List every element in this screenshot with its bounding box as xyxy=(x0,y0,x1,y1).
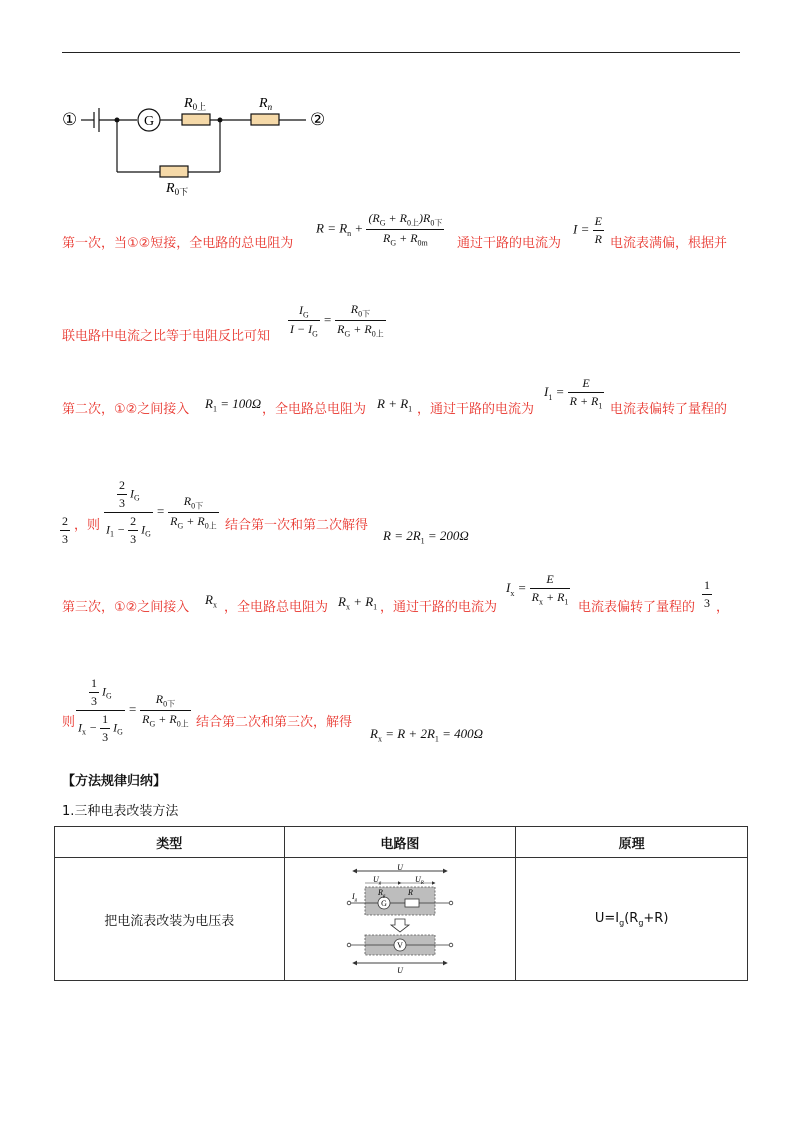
meter-conversion-table xyxy=(54,826,748,981)
diagram-meter-g: G xyxy=(381,899,387,908)
para4-text-b: 结合第一次和第二次解得 xyxy=(225,518,369,533)
para1-text-a: 第一次，当①②短接，全电路的总电阻为 xyxy=(62,236,294,251)
para2-ratio-eq: $\frac{I_G}{I - I_G}$ = $\frac{R_{0下}}{R_G + R_{0上}}$ xyxy=(290,302,384,339)
table-header-type: 类型 xyxy=(55,827,285,858)
para4-two-thirds: $\frac{2}{3}$ xyxy=(62,514,68,546)
node1-label: ① xyxy=(62,110,78,130)
para3-text-d: 电流表偏转了量程的 xyxy=(610,402,728,417)
para1-text-c: 电流表满偏，根据并 xyxy=(610,236,728,251)
resistor-rn xyxy=(251,114,279,125)
para5-text-b: ，全电路总电阻为 xyxy=(224,600,329,615)
para1-text-b: 通过干路的电流为 xyxy=(457,236,562,251)
para5-text-e: ， xyxy=(716,600,730,615)
table-row xyxy=(55,858,748,981)
diagram-u-bottom: U xyxy=(397,966,403,975)
para3-sum-eq: $R + R_1$ xyxy=(377,396,413,414)
para5-sum-eq: $R_x + R_1$ xyxy=(338,594,378,612)
table-header-row xyxy=(55,827,748,858)
circuit-diagram xyxy=(58,92,348,202)
para3-text-c: ，通过干路的电流为 xyxy=(417,402,535,417)
node2-label: ② xyxy=(310,110,326,130)
r0-bottom-label: $R_{0下}$ xyxy=(166,181,189,197)
para5-text-d: 电流表偏转了量程的 xyxy=(578,600,696,615)
table-header-principle: 原理 xyxy=(516,827,748,858)
diagram-ig: $I_g$ xyxy=(351,892,358,903)
para4-result-eq: $R = 2R_1 = 200\Omega$ xyxy=(383,528,469,546)
r0-top-label: $R_{0上}$ xyxy=(184,96,207,112)
diagram-u-top: U xyxy=(397,863,403,872)
para5-current-eq: $I_x$ = $\frac{E}{R_x + R_1}$ xyxy=(506,572,569,607)
resistor-r0-bottom xyxy=(160,166,188,177)
diagram-r: R xyxy=(407,888,413,897)
section-heading: 【方法规律归纳】 xyxy=(62,774,167,789)
para2-text: 联电路中电流之比等于电阻反比可知 xyxy=(62,329,271,344)
diagram-ur: $U_R$ xyxy=(414,875,424,886)
para4-ratio-eq: $\frac{2}{3}$ $I_G$ $I_1$ − $\frac{2}{3}$ $I_G$ = $\frac{R_{0下}}{R_G + R_{0上}}$ xyxy=(106,478,217,546)
resistor-r0-top xyxy=(182,114,210,125)
table-header-diagram: 电路图 xyxy=(284,827,516,858)
header-rule xyxy=(62,52,740,53)
table-cell-diagram xyxy=(284,858,516,981)
table-cell-type: 把电流表改装为电压表 xyxy=(55,858,285,981)
para5-one-third: $\frac{1}{3}$ xyxy=(704,578,710,610)
down-arrow-icon xyxy=(391,919,409,932)
table-cell-principle: $U=I_g(R_g+R)$ xyxy=(516,858,748,981)
para3-text-b: ，全电路总电阻为 xyxy=(262,402,367,417)
para3-text-a: 第二次，①②之间接入 xyxy=(62,402,190,417)
para3-r1-eq: $R_1 = 100\Omega$ xyxy=(205,396,262,414)
rn-label: $R_n$ xyxy=(259,96,273,112)
para4-text-a: ，则 xyxy=(74,518,101,533)
para1-total-resistance-eq: $R = R_n$ + $\frac{(R_G + R_{0上})R_{0下}}{R_G + R_{0m}}$ xyxy=(316,211,443,248)
galvanometer-label: G xyxy=(143,114,155,129)
voltmeter-conversion-diagram xyxy=(345,863,455,975)
section-subheading: 1.三种电表改装方法 xyxy=(62,804,179,819)
para6-text-b: 结合第二次和第三次，解得 xyxy=(196,715,353,730)
para5-text-c: ，通过干路的电流为 xyxy=(380,600,498,615)
para5-text-a: 第三次，①②之间接入 xyxy=(62,600,190,615)
para3-current-eq: $I_1$ = $\frac{E}{R + R_1}$ xyxy=(544,376,603,411)
para6-text-a: 则 xyxy=(62,715,76,730)
para6-ratio-eq: $\frac{1}{3}$ $I_G$ $I_x$ − $\frac{1}{3}$ $I_G$ = $\frac{R_{0下}}{R_G + R_{0上}}$ xyxy=(78,676,189,744)
para6-result-eq: $R_x = R + 2R_1 = 400\Omega$ xyxy=(370,726,484,744)
diagram-meter-v: V xyxy=(397,941,403,950)
diagram-ug: $U_g$ xyxy=(372,875,382,886)
para5-rx-eq: $R_x$ xyxy=(205,592,217,610)
para1-current-eq: I = $\frac{E}{R}$ xyxy=(573,214,602,246)
diagram-rg: $R_g$ xyxy=(377,888,386,899)
